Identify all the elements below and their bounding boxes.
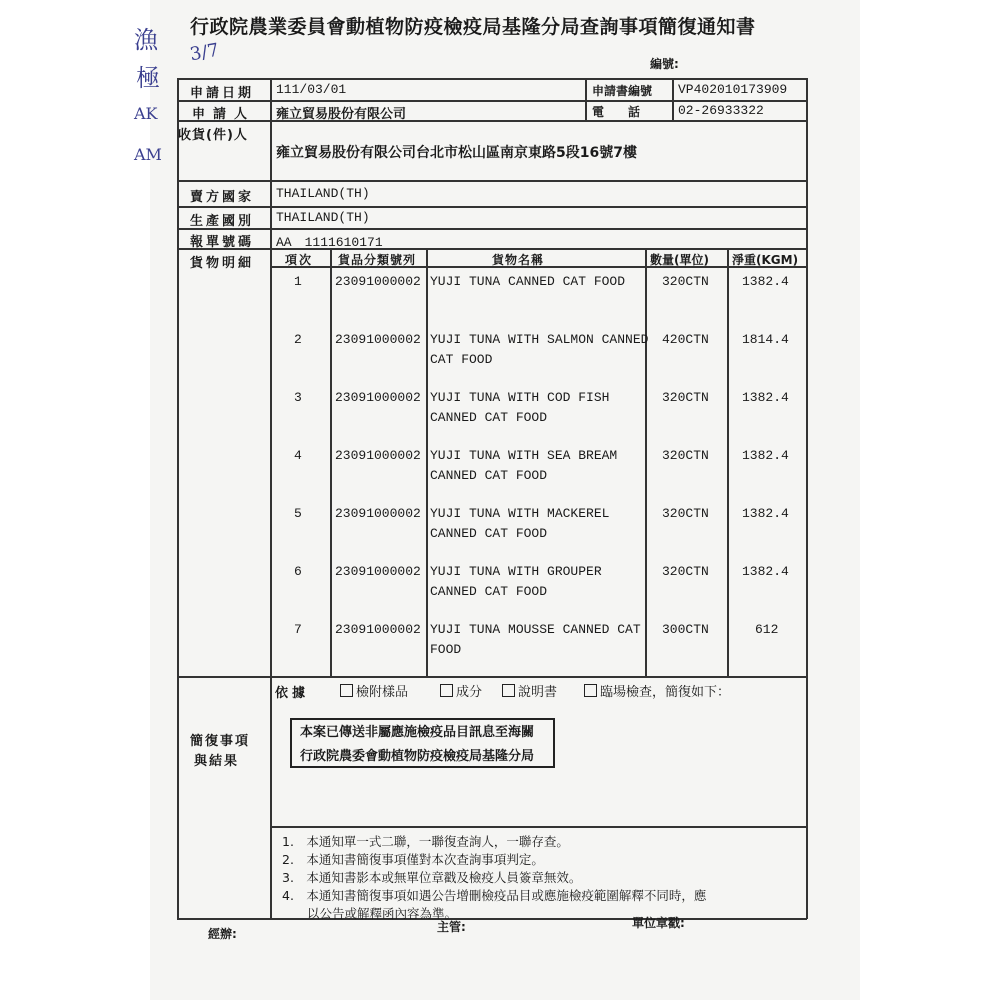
grid-line (177, 918, 807, 920)
consignee-label: 收貨(件)人 (178, 128, 248, 143)
grid-line (177, 180, 807, 182)
row-quantity: 320CTN (662, 448, 709, 463)
row-weight: 1382.4 (742, 448, 789, 463)
declaration-no-value: AA 1111610171 (276, 235, 383, 250)
checkbox-icon (440, 684, 453, 697)
handler-label: 經辦: (208, 927, 237, 941)
row-weight: 1382.4 (742, 274, 789, 289)
origin-country-value: THAILAND(TH) (276, 210, 370, 225)
grid-line (727, 248, 729, 676)
origin-country-label: 生產國別 (190, 214, 255, 229)
grid-line (645, 248, 647, 676)
row-weight: 1382.4 (742, 506, 789, 521)
row-code: 23091000002 (335, 622, 421, 637)
form-no-label: 申請書編號 (592, 84, 653, 98)
row-item-no: 7 (294, 622, 302, 637)
row-name-line1: YUJI TUNA WITH SALMON CANNED (430, 332, 649, 347)
option-ingredients (440, 681, 482, 700)
grid-line (177, 206, 807, 208)
reply-section-label-1: 簡復事項 (190, 734, 251, 749)
row-weight: 1382.4 (742, 564, 789, 579)
applicant-label: 申請人 (192, 107, 256, 122)
grid-line (270, 826, 807, 828)
declaration-no-label: 報單號碼 (190, 235, 255, 250)
grid-line (330, 248, 332, 676)
row-quantity: 420CTN (662, 332, 709, 347)
row-item-no: 4 (294, 448, 302, 463)
grid-line (177, 78, 179, 919)
row-code: 23091000002 (335, 274, 421, 289)
col-header-weight: 淨重(KGM) (732, 253, 799, 267)
col-header-item: 項次 (285, 253, 314, 267)
note-3: 3. 本通知書影本或無單位章戳及檢疫人員簽章無效。 (282, 870, 582, 885)
applicant-value: 雍立貿易股份有限公司 (276, 107, 407, 122)
grid-line (585, 78, 587, 120)
handwritten-am: AM (134, 145, 162, 164)
checkbox-icon (584, 684, 597, 697)
grid-line (177, 228, 807, 230)
apply-date-value: 111/03/01 (276, 82, 347, 97)
document-title: 行政院農業委員會動植物防疫檢疫局基隆分局查詢事項簡復通知書 (190, 16, 756, 38)
row-quantity: 320CTN (662, 390, 709, 405)
row-code: 23091000002 (335, 506, 421, 521)
row-quantity: 320CTN (662, 506, 709, 521)
option-manual (502, 681, 557, 700)
option-inspection (584, 681, 730, 700)
row-weight: 1814.4 (742, 332, 789, 347)
row-item-no: 5 (294, 506, 302, 521)
checkbox-icon (340, 684, 353, 697)
handwritten-date: 3/7 (188, 39, 221, 66)
grid-line (270, 78, 272, 919)
note-5: 以公告或解釋函內容為準。 (282, 906, 458, 921)
option-sample-label: 檢附樣品 (356, 685, 409, 700)
row-quantity: 320CTN (662, 564, 709, 579)
col-header-code: 貨品分類號列 (338, 253, 417, 267)
handwritten-ak: AK (134, 104, 158, 123)
row-name-line1: YUJI TUNA WITH SEA BREAM (430, 448, 618, 463)
row-item-no: 6 (294, 564, 302, 579)
apply-date-label: 申請日期 (190, 86, 255, 101)
seller-country-value: THAILAND(TH) (276, 186, 370, 201)
row-item-no: 1 (294, 274, 302, 289)
row-name-line2: CANNED CAT FOOD (430, 526, 548, 541)
grid-line (177, 100, 807, 102)
option-manual-label: 說明書 (518, 685, 558, 700)
consignee-value: 雍立貿易股份有限公司台北市松山區南京東路5段16號7樓 (276, 145, 637, 161)
row-name-line1: YUJI TUNA WITH COD FISH (430, 390, 610, 405)
row-quantity: 320CTN (662, 274, 709, 289)
row-weight: 612 (755, 622, 779, 637)
phone-label: 電 話 (592, 105, 641, 119)
stamp-line-1: 本案已傳送非屬應施檢疫品目訊息至海關 (300, 725, 535, 740)
grid-line (672, 78, 674, 120)
row-name-line1: YUJI TUNA WITH MACKEREL (430, 506, 610, 521)
option-ingredients-label: 成分 (456, 685, 483, 700)
checkbox-icon (502, 684, 515, 697)
goods-section-label: 貨物明細 (190, 256, 255, 271)
row-code: 23091000002 (335, 390, 421, 405)
grid-line (177, 120, 807, 122)
handwritten-char-2: 極 (136, 64, 160, 92)
stamp-line-2: 行政院農委會動植物防疫檢疫局基隆分局 (300, 749, 535, 764)
unit-seal-label: 單位章戳: (632, 916, 685, 930)
col-header-name: 貨物名稱 (492, 253, 545, 267)
row-name-line1: YUJI TUNA MOUSSE CANNED CAT (430, 622, 641, 637)
row-name-line2: CANNED CAT FOOD (430, 410, 548, 425)
grid-line (177, 248, 807, 250)
phone-value: 02-26933322 (678, 103, 764, 118)
col-header-quantity: 數量(單位) (650, 253, 709, 267)
row-name-line2: FOOD (430, 642, 462, 657)
row-item-no: 3 (294, 390, 302, 405)
form-no-value: VP402010173909 (678, 82, 788, 97)
handwritten-char-1: 漁 (134, 26, 158, 54)
row-name-line2: CAT FOOD (430, 352, 493, 367)
seller-country-label: 賣方國家 (190, 190, 255, 205)
result-stamp (290, 718, 555, 768)
row-name-line1: YUJI TUNA CANNED CAT FOOD (430, 274, 626, 289)
row-quantity: 300CTN (662, 622, 709, 637)
row-name-line2: CANNED CAT FOOD (430, 584, 548, 599)
grid-line (177, 78, 807, 80)
row-name-line2: CANNED CAT FOOD (430, 468, 548, 483)
row-item-no: 2 (294, 332, 302, 347)
reply-section-label-2: 與結果 (194, 754, 240, 769)
grid-line (426, 248, 428, 676)
grid-line (806, 78, 808, 919)
row-code: 23091000002 (335, 332, 421, 347)
supervisor-label: 主管: (437, 920, 466, 934)
option-sample (340, 681, 408, 700)
option-inspection-label: 臨場檢查，簡復如下： (600, 685, 731, 700)
row-name-line1: YUJI TUNA WITH GROUPER (430, 564, 602, 579)
number-label: 編號: (650, 57, 679, 71)
grid-line (177, 676, 807, 678)
note-4: 4. 本通知書簡復事項如遇公告增刪檢疫品目或應施檢疫範圍解釋不同時，應 (282, 888, 707, 903)
basis-label: 依據 (275, 686, 310, 701)
row-weight: 1382.4 (742, 390, 789, 405)
note-2: 2. 本通知書簡復事項僅對本次查詢事項判定。 (282, 852, 544, 867)
note-1: 1. 本通知單一式二聯，一聯復查詢人，一聯存查。 (282, 834, 569, 849)
row-code: 23091000002 (335, 564, 421, 579)
row-code: 23091000002 (335, 448, 421, 463)
